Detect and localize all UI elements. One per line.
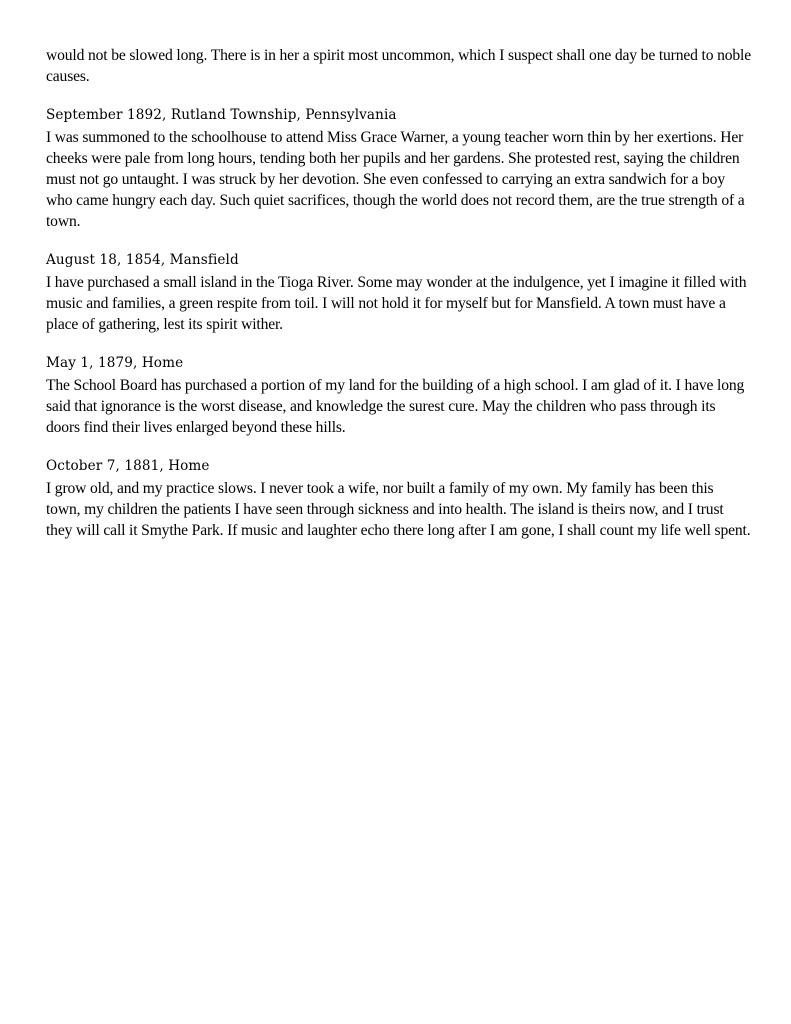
diary-entry-may-1879 [46, 353, 751, 438]
entry-heading: September 1892, Rutland Township, Pennsylvania [46, 107, 397, 123]
entry-heading: October 7, 1881, Home [46, 458, 210, 474]
entry-body: I was summoned to the schoolhouse to attend Miss Grace Warner, a young teacher worn thin by her exertions. Her cheeks were pale from long hours, tending both her pupils and her gardens. She protested rest, saying the children must not go untaught. I was struck by her devotion. She even confessed to carrying an extra sandwich for a boy who came hungry each day. Such quiet sacrifices, though the world does not record them, are the true strength of a town. [46, 129, 745, 230]
diary-entry-september-1892 [46, 105, 751, 232]
entry-body: I have purchased a small island in the Tioga River. Some may wonder at the indulgence, yet I imagine it filled with music and families, a green respite from toil. I will not hold it for myself but for Mansfield. A town must have a place of gathering, lest its spirit wither. [46, 274, 747, 333]
diary-entry-august-1854 [46, 250, 751, 335]
entry-heading: May 1, 1879, Home [46, 355, 184, 371]
entry-heading: August 18, 1854, Mansfield [46, 252, 239, 268]
entry-body: The School Board has purchased a portion of my land for the building of a high school. I am glad of it. I have long said that ignorance is the worst disease, and knowledge the surest cure. May the children who pass through its doors find their lives enlarged beyond these hills. [46, 377, 745, 436]
entry-body: I grow old, and my practice slows. I never took a wife, nor built a family of my own. My family has been this town, my children the patients I have seen through sickness and into health. The island is theirs now, and I trust they will call it Smythe Park. If music and laughter echo there long after I am gone, I shall count my life well spent. [46, 480, 751, 539]
document-page [46, 45, 751, 541]
intro-paragraph: would not be slowed long. There is in her a spirit most uncommon, which I suspect shall one day be turned to noble causes. [46, 47, 751, 85]
diary-entry-october-1881 [46, 456, 751, 541]
